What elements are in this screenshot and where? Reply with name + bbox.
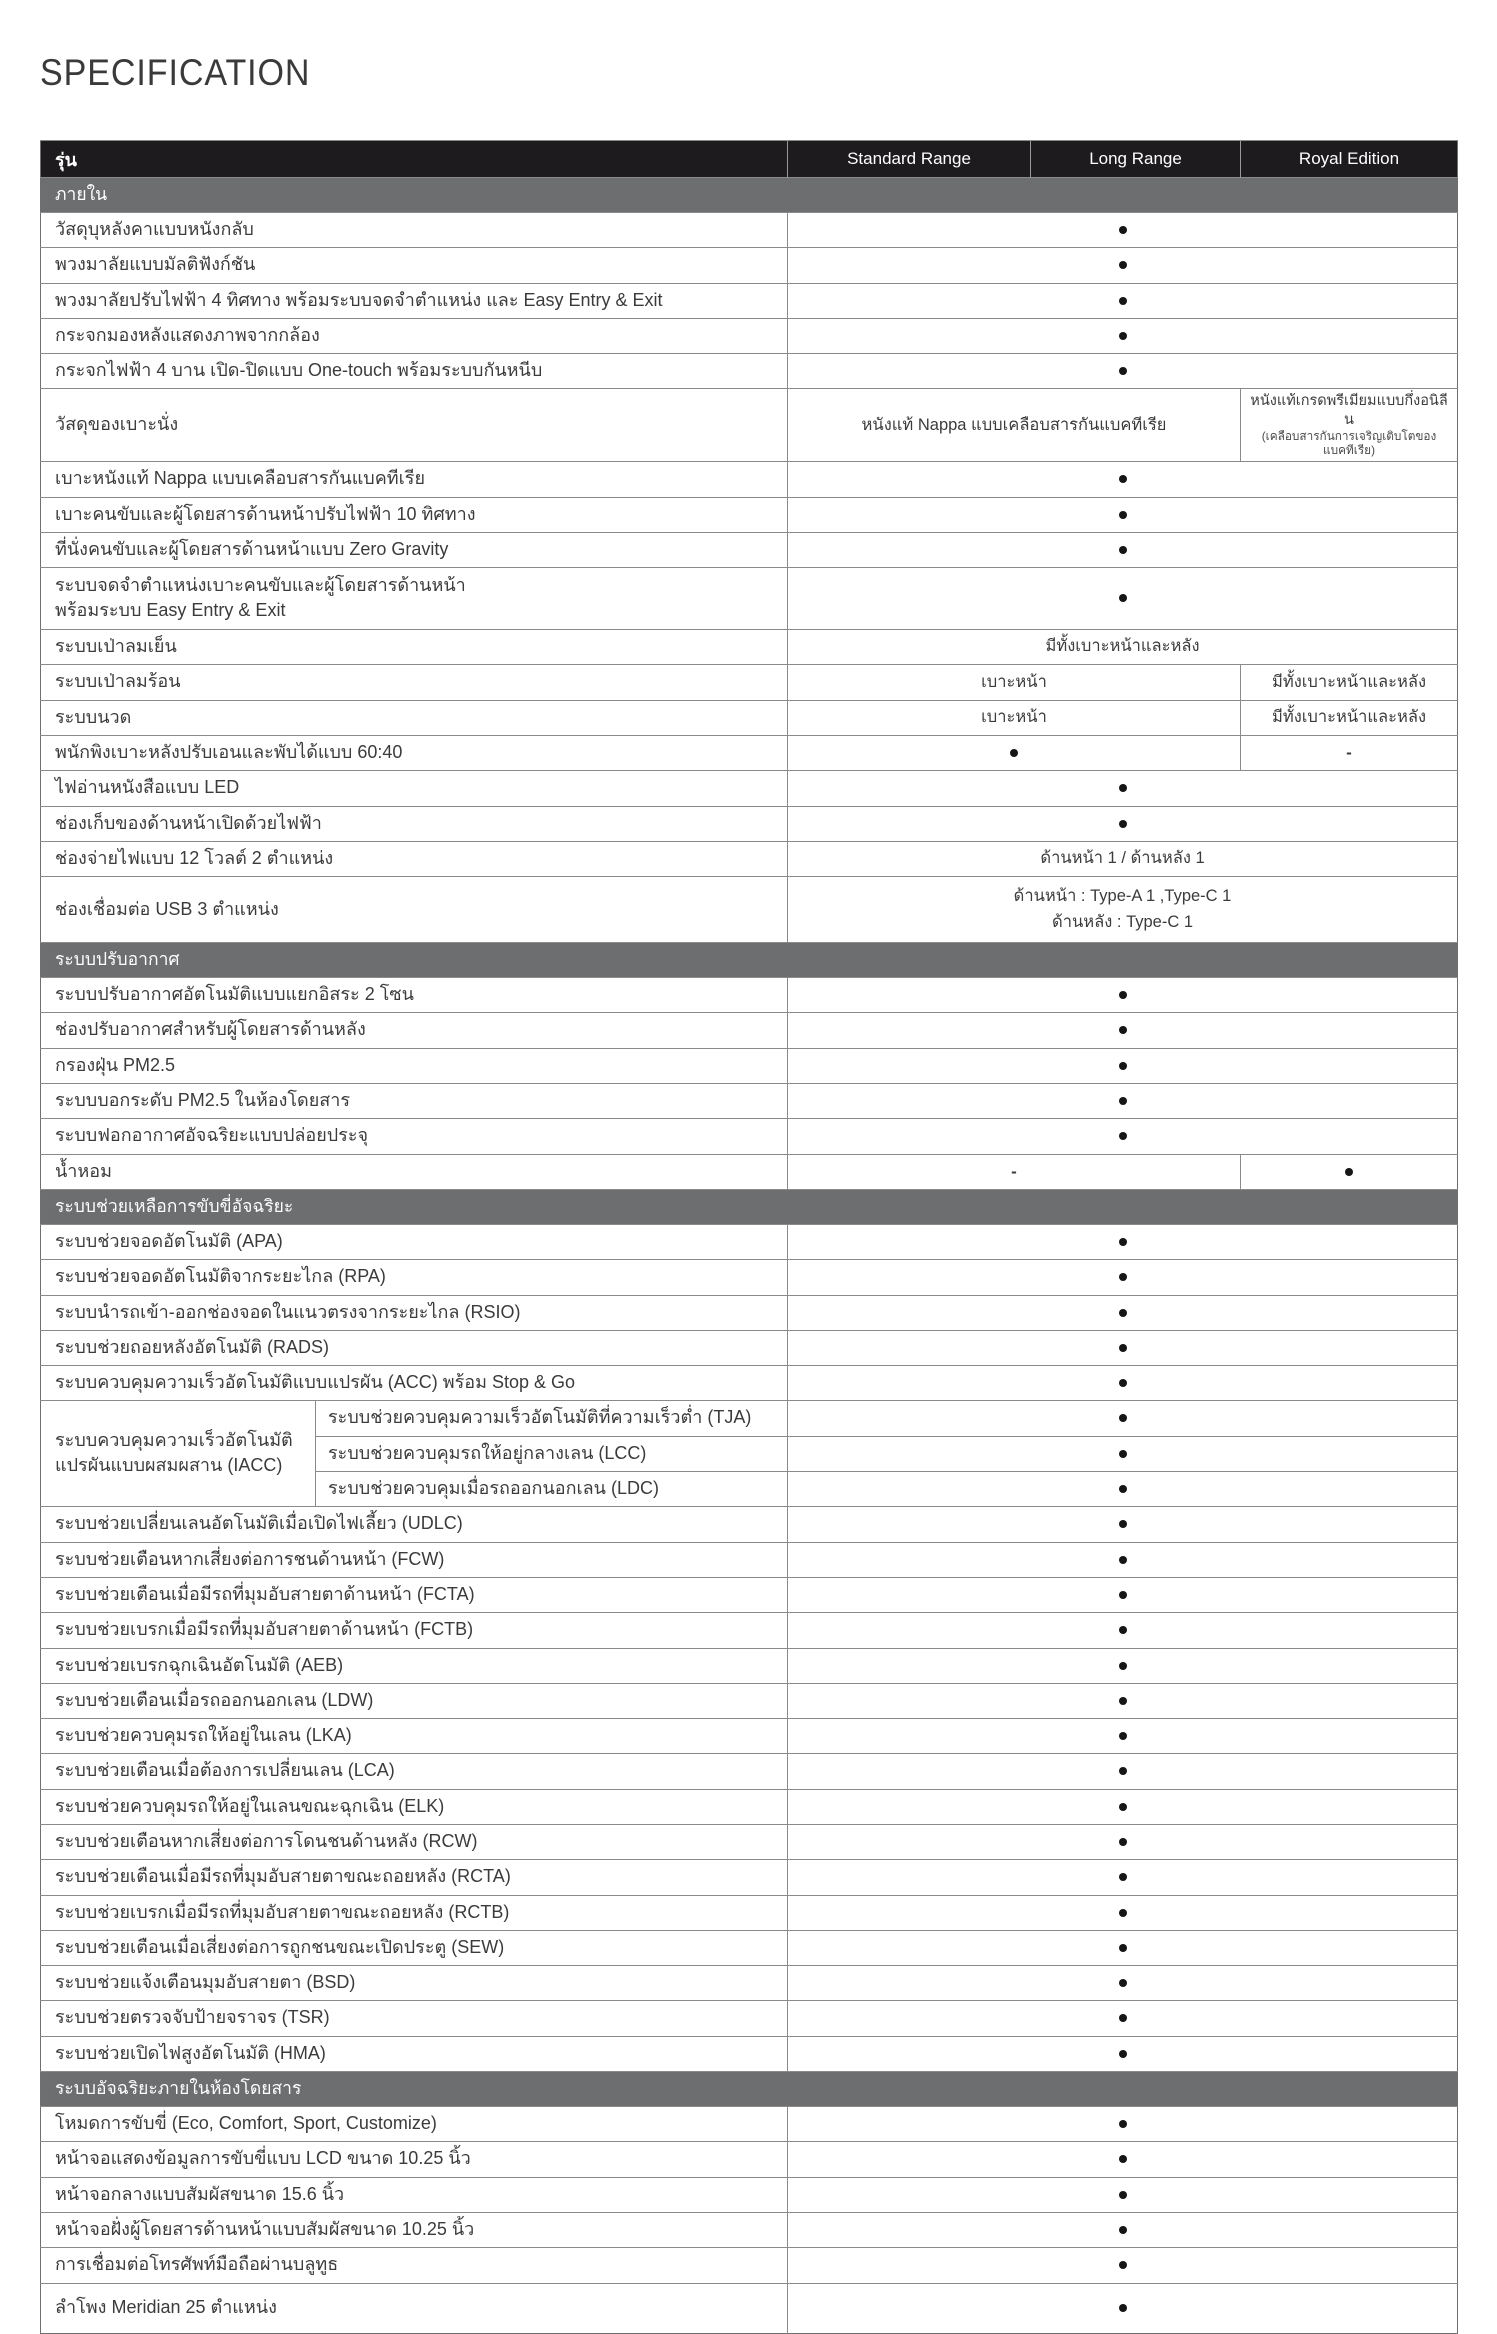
text-line: วัสดุของเบาะนั่ง [55,414,179,435]
spec-row [41,497,1458,532]
text-line: ระบบช่วยถอยหลังอัตโนมัติ (RADS) [55,1336,330,1357]
row-label [41,1260,788,1295]
row-label [41,630,788,665]
text-line: หน้าจอแสดงข้อมูลการขับขี่แบบ LCD ขนาด 10.25 นิ้ว [55,2148,471,2169]
table-body [41,178,1458,2334]
row-label [41,2001,788,2036]
text-line: พวงมาลัยปรับไฟฟ้า 4 ทิศทาง พร้อมระบบจดจำตำแหน่ง และ Easy Entry & Exit [55,289,663,310]
text-line: แปรผันแบบผสมผสาน (IACC) [55,1454,283,1475]
text-line: กระจกมองหลังแสดงภาพจากกล้อง [55,324,320,345]
available-dot-icon [1119,332,1127,340]
availability-cell [788,1048,1458,1083]
spec-row [41,700,1458,735]
availability-cell [788,806,1458,841]
spec-row [41,665,1458,700]
spec-row [41,978,1458,1013]
row-label [41,389,788,462]
text-line: ระบบเป่าลมเย็น [55,636,177,657]
availability-cell [788,1683,1458,1718]
availability-cell [788,354,1458,389]
availability-cell [788,1224,1458,1259]
spec-row [41,532,1458,567]
row-label [41,1119,788,1154]
availability-cell [788,1754,1458,1789]
text-line: ระบบช่วยแจ้งเตือนมุมอับสายตา (BSD) [55,1972,356,1993]
row-label [41,283,788,318]
text-line: เบาะหน้า [981,708,1047,727]
row-label [41,771,788,806]
text-line: เบาะหนังแท้ Nappa แบบเคลือบสารกันแบคทีเรีย [55,468,426,489]
sub-row-label [316,1401,788,1436]
text-line: มีทั้งเบาะหน้าและหลัง [1271,672,1427,691]
available-dot-icon [1119,1414,1127,1422]
specification-table [40,140,1458,2334]
text-line: มีทั้งเบาะหน้าและหลัง [1045,637,1200,656]
text-line: ระบบเป่าลมร้อน [55,671,181,692]
text-line: ระบบช่วยจอดอัตโนมัติจากระยะไกล (RPA) [55,1266,386,1287]
row-label [41,1895,788,1930]
available-dot-icon [1119,1097,1127,1105]
availability-cell [788,532,1458,567]
availability-cell [788,1577,1458,1612]
row-label [41,877,788,943]
spec-row [41,1789,1458,1824]
spec-row [41,1613,1458,1648]
availability-cell [788,1789,1458,1824]
availability-cell [788,1084,1458,1119]
row-label [41,1154,788,1189]
row-label [41,1648,788,1683]
row-label [41,318,788,353]
text-line: หน้าจอกลางแบบสัมผัสขนาด 15.6 นิ้ว [55,2183,345,2204]
row-label [41,532,788,567]
text-line: ลำโพง Meridian 25 ตำแหน่ง [55,2296,277,2317]
available-dot-icon [1119,1379,1127,1387]
spec-row [41,877,1458,943]
value-cell [788,630,1458,665]
row-label [41,1860,788,1895]
available-dot-icon [1119,511,1127,519]
availability-cell [788,1401,1458,1436]
spec-row [41,318,1458,353]
text-line: ระบบช่วยเตือนเมื่อมีรถที่มุมอับสายตาด้านหน้า (FCTA) [55,1583,475,1604]
text-line: ระบบช่วยเปลี่ยนเลนอัตโนมัติเมื่อเปิดไฟเลี้ยว (UDLC) [55,1513,463,1534]
row-label [41,1084,788,1119]
available-dot-icon [1119,367,1127,375]
available-dot-icon [1119,2261,1127,2269]
trim-column-header: Royal Edition [1241,141,1458,178]
available-dot-icon [1119,1520,1127,1528]
value-cell [1241,389,1458,462]
row-label [41,1330,788,1365]
row-label [41,665,788,700]
model-column-header: รุ่น [41,141,788,178]
row-label [41,806,788,841]
value-cell [1241,665,1458,700]
spec-row [41,1825,1458,1860]
available-dot-icon [1119,1803,1127,1811]
text-line: ระบบบอกระดับ PM2.5 ในห้องโดยสาร [55,1090,351,1111]
availability-cell [788,1825,1458,1860]
availability-cell [788,1330,1458,1365]
available-dot-icon [1119,1062,1127,1070]
text-line: การเชื่อมต่อโทรศัพท์มือถือผ่านบลูทูธ [55,2254,339,2275]
spec-row [41,630,1458,665]
availability-cell [788,1507,1458,1542]
value-cell [788,389,1241,462]
availability-cell [788,1013,1458,1048]
text-line: หนังแท้เกรดพรีเมียมแบบกึ่งอนิลีน [1250,393,1448,428]
header-row [41,141,1458,178]
text-line: กรองฝุ่น PM2.5 [55,1054,176,1075]
section-header-row [41,943,1458,978]
spec-row [41,1366,1458,1401]
row-label [41,1930,788,1965]
available-dot-icon [1119,1697,1127,1705]
group-label [41,1401,316,1507]
spec-row [41,1860,1458,1895]
available-dot-icon [1119,2120,1127,2128]
available-dot-icon [1119,2050,1127,2058]
row-label [41,568,788,630]
availability-cell [788,1436,1458,1471]
availability-cell [788,2177,1458,2212]
available-dot-icon [1119,261,1127,269]
available-dot-icon [1119,1626,1127,1634]
availability-cell [788,735,1241,770]
text-line: ที่นั่งคนขับและผู้โดยสารด้านหน้าแบบ Zero Gravity [55,538,449,559]
spec-row [41,248,1458,283]
spec-row [41,462,1458,497]
available-dot-icon [1119,1485,1127,1493]
spec-row [41,2036,1458,2071]
value-cell [788,841,1458,876]
row-label [41,2248,788,2283]
available-dot-icon [1119,2304,1127,2312]
availability-cell [1241,1154,1458,1189]
spec-row [41,841,1458,876]
available-dot-icon [1119,1662,1127,1670]
spec-row [41,213,1458,248]
availability-cell [788,1472,1458,1507]
availability-cell [788,318,1458,353]
spec-row [41,389,1458,462]
page-title: SPECIFICATION [40,52,311,93]
text-line: ระบบจดจำตำแหน่งเบาะคนขับและผู้โดยสารด้านหน้า [55,575,466,596]
text-line: (เคลือบสารกันการเจริญเติบโตของแบคทีเรีย) [1261,428,1437,458]
text-line: มีทั้งเบาะหน้าและหลัง [1271,708,1427,727]
available-dot-icon [1119,1238,1127,1246]
section-title: ภายใน [41,178,1458,213]
row-label [41,213,788,248]
row-label [41,1542,788,1577]
available-dot-icon [1119,297,1127,305]
available-dot-icon [1119,1909,1127,1917]
row-label [41,1048,788,1083]
spec-row [41,1754,1458,1789]
spec-row [41,1895,1458,1930]
row-label [41,1577,788,1612]
available-dot-icon [1119,1591,1127,1599]
text-line: ระบบช่วยจอดอัตโนมัติ (APA) [55,1230,283,1251]
available-dot-icon [1119,2191,1127,2199]
spec-row [41,771,1458,806]
spec-row [41,1224,1458,1259]
text-line: ด้านหลัง : Type-C 1 [1052,912,1194,931]
spec-row [41,1577,1458,1612]
row-label [41,2107,788,2142]
availability-cell [788,1648,1458,1683]
text-line: ระบบนำรถเข้า-ออกช่องจอดในแนวตรงจากระยะไกล (RSIO) [55,1301,521,1322]
text-line: ระบบช่วยเปิดไฟสูงอัตโนมัติ (HMA) [55,2042,326,2063]
text-line: เบาะหน้า [981,672,1047,691]
row-label [41,735,788,770]
text-line: พวงมาลัยแบบมัลติฟังก์ชัน [55,254,256,275]
spec-row [41,2248,1458,2283]
text-line: ระบบช่วยควบคุมความเร็วอัตโนมัติที่ความเร็วต่ำ (TJA) [328,1407,752,1428]
text-line: ระบบนวด [55,706,132,727]
available-dot-icon [1010,749,1018,757]
row-label [41,700,788,735]
available-dot-icon [1119,594,1127,602]
text-line: ระบบช่วยควบคุมรถให้อยู่ในเลน (LKA) [55,1725,352,1746]
value-cell [788,700,1241,735]
availability-cell [788,2036,1458,2071]
text-line: ระบบช่วยเบรกเมื่อมีรถที่มุมอับสายตาขณะถอยหลัง (RCTB) [55,1901,510,1922]
availability-cell [788,2212,1458,2247]
text-line: ด้านหน้า 1 / ด้านหลัง 1 [1040,849,1205,868]
spec-row [41,1048,1458,1083]
row-label [41,978,788,1013]
available-dot-icon [1119,1273,1127,1281]
section-title: ระบบช่วยเหลือการขับขี่อัจฉริยะ [41,1189,1458,1224]
row-label [41,1224,788,1259]
available-dot-icon [1119,1132,1127,1140]
available-dot-icon [1119,1344,1127,1352]
availability-cell [788,248,1458,283]
availability-cell [788,2107,1458,2142]
availability-cell [788,283,1458,318]
spec-row [41,568,1458,630]
spec-row [41,1507,1458,1542]
available-dot-icon [1119,475,1127,483]
available-dot-icon [1119,1873,1127,1881]
availability-cell [788,1719,1458,1754]
available-dot-icon [1119,546,1127,554]
text-line: ช่องจ่ายไฟแบบ 12 โวลต์ 2 ตำแหน่ง [55,847,334,868]
section-header-row [41,1189,1458,1224]
spec-row [41,283,1458,318]
availability-cell [788,1366,1458,1401]
availability-cell [788,1613,1458,1648]
available-dot-icon [1119,1026,1127,1034]
available-dot-icon [1119,1309,1127,1317]
section-header-row [41,2072,1458,2107]
spec-row [41,2001,1458,2036]
text-line: ระบบฟอกอากาศอัจฉริยะแบบปล่อยประจุ [55,1125,369,1146]
available-dot-icon [1119,1450,1127,1458]
availability-cell [788,1295,1458,1330]
spec-row [41,1295,1458,1330]
value-cell [1241,700,1458,735]
row-label [41,462,788,497]
availability-cell [788,497,1458,532]
row-label [41,1825,788,1860]
available-dot-icon [1119,784,1127,792]
text-line: ช่องเก็บของด้านหน้าเปิดด้วยไฟฟ้า [55,812,322,833]
availability-cell [788,1966,1458,2001]
text-line: ระบบช่วยเตือนเมื่อมีรถที่มุมอับสายตาขณะถอยหลัง (RCTA) [55,1866,511,1887]
availability-cell [788,2001,1458,2036]
available-dot-icon [1119,1979,1127,1987]
availability-cell [788,568,1458,630]
trim-column-header: Long Range [1031,141,1241,178]
section-header-row [41,178,1458,213]
spec-row [41,1719,1458,1754]
not-available-cell: - [788,1154,1241,1189]
value-cell [788,665,1241,700]
spec-row [41,1401,1458,1436]
available-dot-icon [1119,991,1127,999]
availability-cell [788,1930,1458,1965]
row-label [41,1613,788,1648]
text-line: โหมดการขับขี่ (Eco, Comfort, Sport, Customize) [55,2113,437,2134]
available-dot-icon [1119,226,1127,234]
availability-cell [788,2248,1458,2283]
text-line: ระบบควบคุมความเร็วอัตโนมัติแบบแปรผัน (ACC) พร้อม Stop & Go [55,1372,575,1393]
spec-row [41,2177,1458,2212]
trim-column-header: Standard Range [788,141,1031,178]
row-label [41,2142,788,2177]
available-dot-icon [1119,2155,1127,2163]
row-label [41,2036,788,2071]
spec-row [41,1542,1458,1577]
available-dot-icon [1119,1556,1127,1564]
availability-cell [788,978,1458,1013]
spec-row [41,1119,1458,1154]
text-line: ด้านหน้า : Type-A 1 ,Type-C 1 [1013,887,1232,906]
text-line: พร้อมระบบ Easy Entry & Exit [55,599,286,620]
text-line: กระจกไฟฟ้า 4 บาน เปิด-ปิดแบบ One-touch พร้อมระบบกันหนีบ [55,360,543,381]
availability-cell [788,2142,1458,2177]
row-label [41,1966,788,2001]
section-title: ระบบอัจฉริยะภายในห้องโดยสาร [41,2072,1458,2107]
text-line: ระบบช่วยเบรกฉุกเฉินอัตโนมัติ (AEB) [55,1654,344,1675]
row-label [41,1789,788,1824]
text-line: หน้าจอฝั่งผู้โดยสารด้านหน้าแบบสัมผัสขนาด 10.25 นิ้ว [55,2218,475,2239]
text-line: พนักพิงเบาะหลังปรับเอนและพับได้แบบ 60:40 [55,741,403,762]
text-line: เบาะคนขับและผู้โดยสารด้านหน้าปรับไฟฟ้า 10 ทิศทาง [55,503,476,524]
row-label [41,2212,788,2247]
row-label [41,497,788,532]
spec-row [41,1084,1458,1119]
row-label [41,1754,788,1789]
availability-cell [788,213,1458,248]
available-dot-icon [1119,2226,1127,2234]
text-line: วัสดุบุหลังคาแบบหนังกลับ [55,219,254,239]
text-line: ระบบช่วยเตือนหากเสี่ยงต่อการโดนชนด้านหลัง (RCW) [55,1831,478,1851]
text-line: ระบบควบคุมความเร็วอัตโนมัติ [55,1429,293,1450]
spec-row [41,2283,1458,2333]
availability-cell [788,1860,1458,1895]
spec-row [41,806,1458,841]
row-label [41,1683,788,1718]
spec-row [41,2107,1458,2142]
text-line: ระบบช่วยควบคุมรถให้อยู่ในเลนขณะฉุกเฉิน (ELK) [55,1795,445,1816]
spec-row [41,1013,1458,1048]
text-line: ระบบช่วยควบคุมเมื่อรถออกนอกเลน (LDC) [328,1478,659,1499]
spec-row [41,1930,1458,1965]
sub-row-label [316,1436,788,1471]
available-dot-icon [1119,820,1127,828]
section-title: ระบบปรับอากาศ [41,943,1458,978]
spec-row [41,2212,1458,2247]
row-label [41,1013,788,1048]
spec-row [41,1154,1458,1189]
available-dot-icon [1119,2014,1127,2022]
text-line: ระบบช่วยเตือนเมื่อต้องการเปลี่ยนเลน (LCA) [55,1760,395,1781]
availability-cell [788,1260,1458,1295]
text-line: หนังแท้ Nappa แบบเคลือบสารกันแบคทีเรีย [861,415,1167,434]
text-line: ระบบช่วยเตือนเมื่อรถออกนอกเลน (LDW) [55,1689,374,1710]
spec-row [41,1648,1458,1683]
text-line: ระบบช่วยควบคุมรถให้อยู่กลางเลน (LCC) [328,1442,647,1463]
spec-row [41,735,1458,770]
spec-row [41,1330,1458,1365]
text-line: ช่องเชื่อมต่อ USB 3 ตำแหน่ง [55,898,279,919]
available-dot-icon [1345,1168,1353,1176]
text-line: ระบบปรับอากาศอัตโนมัติแบบแยกอิสระ 2 โซน [55,984,414,1005]
row-label [41,1366,788,1401]
availability-cell [788,1895,1458,1930]
text-line: ช่องปรับอากาศสำหรับผู้โดยสารด้านหลัง [55,1019,366,1040]
text-line: ระบบช่วยเบรกเมื่อมีรถที่มุมอับสายตาด้านหน้า (FCTB) [55,1619,474,1640]
row-label [41,841,788,876]
row-label [41,1507,788,1542]
row-label [41,248,788,283]
sub-row-label [316,1472,788,1507]
availability-cell [788,462,1458,497]
availability-cell [788,1119,1458,1154]
availability-cell [788,1542,1458,1577]
text-line: น้ำหอม [55,1160,112,1181]
availability-cell [788,771,1458,806]
available-dot-icon [1119,1838,1127,1846]
availability-cell [788,2283,1458,2333]
row-label [41,1719,788,1754]
spec-row [41,1683,1458,1718]
text-line: ไฟอ่านหนังสือแบบ LED [55,777,240,798]
available-dot-icon [1119,1732,1127,1740]
row-label [41,2283,788,2333]
available-dot-icon [1119,1944,1127,1952]
row-label [41,1295,788,1330]
available-dot-icon [1119,1767,1127,1775]
table-header [41,141,1458,178]
text-line: ระบบช่วยตรวจจับป้ายจราจร (TSR) [55,2007,330,2028]
spec-row [41,1260,1458,1295]
spec-row [41,1966,1458,2001]
row-label [41,2177,788,2212]
text-line: ระบบช่วยเตือนเมื่อเสี่ยงต่อการถูกชนขณะเปิดประตู (SEW) [55,1936,505,1957]
spec-row [41,2142,1458,2177]
not-available-cell: - [1241,735,1458,770]
text-line: ระบบช่วยเตือนหากเสี่ยงต่อการชนด้านหน้า (FCW) [55,1548,445,1569]
spec-row [41,354,1458,389]
value-cell [788,877,1458,943]
row-label [41,354,788,389]
